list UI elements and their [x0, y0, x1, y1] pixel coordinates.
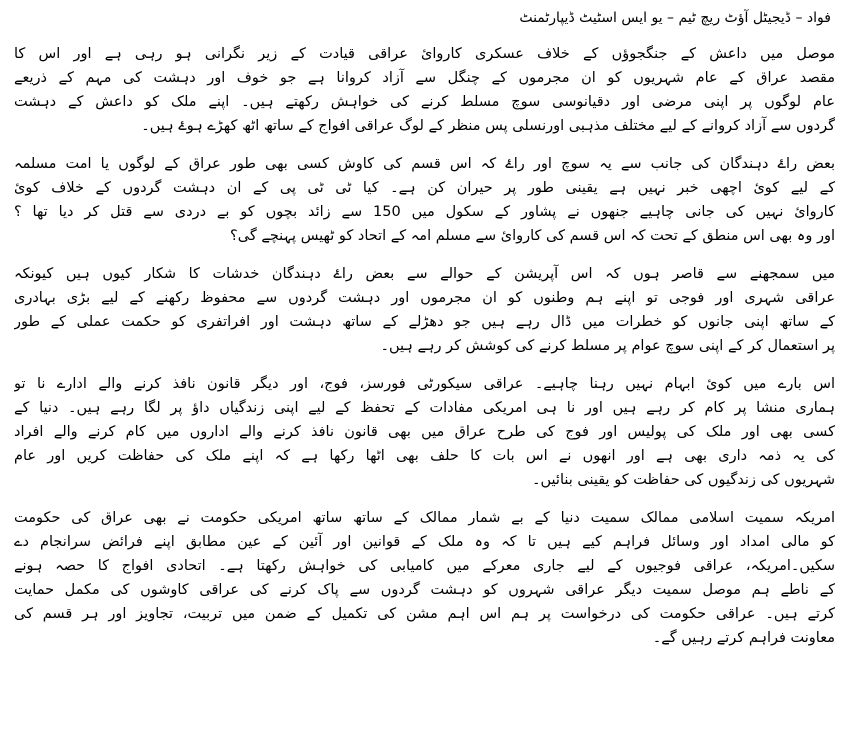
- paragraph-4: [14, 372, 835, 492]
- text-line: سکیں۔امریکہ، عراقی فوجیوں کے لیے جاری معرکے میں کامیابی کی خواہش رکھتا ہے۔ اتحادی افواج کا حصہ ہونے: [14, 558, 835, 574]
- text-line: موصل میں داعش کے جنگجوؤں کے خلاف عسکری کاروائ عراقی قیادت کے زیر نگرانی ہو رہی ہے اور اس کا: [14, 46, 835, 62]
- paragraph-1: [14, 42, 835, 138]
- text-line: میں سمجھنے سے قاصر ہوں کہ اس آپريشن کے حوالے سے بعض راۓ دہندگان خدشات کا شکار کیوں ہیں کیونکہ: [14, 266, 835, 282]
- text-line: معاونت فراہم کرتے رہیں گے۔: [652, 630, 835, 646]
- document-header: فواد – ڈیجیٹل آؤٹ ریچ ٹیم – یو ایس اسٹیٹ ڈیپارٹمنٹ: [519, 10, 831, 26]
- text-line: پر استعمال کر کے اپنی سوچ عوام پر مسلط کرنے کی کوشش کر رہے ہیں۔: [380, 338, 835, 354]
- text-line: کسی بھی اور ملک کی پولیس اور فوج کی طرح عراق میں بھی قانون نافذ کرنے والے اداروں میں کام کرنے والے افراد: [14, 424, 835, 440]
- text-line: شہریوں کی زندگیوں کی حفاظت کو یقینی بنائيں۔: [532, 472, 835, 488]
- paragraph-3: [14, 262, 835, 358]
- text-line: کاروائ نہیں کی جانی چاہیے جنھوں نے پشاور کے سکول میں 150 سے زائد بچوں کو بے دردی سے قتل کر دیا تھا ؟: [14, 204, 835, 220]
- text-line: کرتے ہیں۔ عراقی حکومت کی درخواست پر ہم اس اہم مشن کی تکمیل کے ضمن میں تربیت، تجاویز اور ہر قسم کی: [14, 606, 835, 622]
- text-line: مقصد عراق کے عام شہریوں کو ان مجرموں کے چنگل سے آزاد کروانا ہے جو خوف اور دہشت کی مہم کے ذریعے: [14, 70, 835, 86]
- paragraph-5: [14, 506, 835, 650]
- text-line: کو مالی امداد اور وسائل فراہم کیے ہیں تا کہ وہ ملک کے قوانین اور آئين کے عین مطابق اپنے فرائض سرانجام دے: [14, 534, 835, 550]
- text-line: اس بارے میں کوئ ابہام نہيں رہنا چاہیے۔ عراقی سیکورٹی فورسز، فوج، اور دیگر قانون نافذ کرنے والے ادارے نا تو: [14, 376, 835, 392]
- paragraph-2: [14, 152, 835, 248]
- text-line: عام لوگوں پر اپنی مرضی اور دقیانوسی سوچ مسلط کرنے کی خواہش رکھتے ہیں۔ اپنے ملک کو داعش کے دہشت: [14, 94, 835, 110]
- text-line: امریکہ سمیت اسلامی ممالک سمیت دنیا کے بے شمار ممالک کے ساتھ ساتھ امریکی حکومت نے بھی عراق کی حکومت: [14, 510, 835, 526]
- text-line: کے ساتھ اپنی جانوں کو خطرات میں ڈال رہے ہیں جو دھڑلے کے ساتھ دہشت اور افراتفری کو حکمت عملی کے طور: [14, 314, 835, 330]
- text-line: بعض راۓ دہندگان کی جانب سے یہ سوچ اور راۓ کہ اس قسم کی کاوش کسی بھی طور عراق کے لوگوں یا امت مسلمہ: [14, 156, 835, 172]
- text-line: گردوں سے آزاد کروانے کے لیے مختلف مذہبی اورنسلی پس منظر کے لوگ عراقی افواج کے ساتھ اٹھ کھڑے ہوۓ ہیں۔: [141, 118, 835, 134]
- text-line: اور وہ بھی اس منطق کے تحت کہ اس قسم کی کاروائ سے مسلم امہ کے اتحاد کو ٹھيس پہنچے گی؟: [230, 228, 835, 244]
- text-line: عراقی شہری اور فوجی تو اپنے ہم وطنوں کو ان مجرموں اور دہشت گردوں سے محفوظ رکھنے کے لیے بڑی بہادری: [14, 290, 835, 306]
- text-line: کی یہ ذمہ داری بھی ہے اور انھوں نے اس بات کا حلف بھی اٹھا رکھا ہے کہ اپنے ملک کی حفاظت کریں اور عام: [14, 448, 835, 464]
- text-line: ہماری منشا پر کام کر رہے ہیں اور نا ہی امریکی مفادات کے تحفظ کے لیے اپنی زندگیاں داؤ پر لگا رہے ہیں۔ دنیا کے: [14, 400, 835, 416]
- text-line: کے لیے کوئ اچھی خبر نہيں ہے یقینی طور پر حیران کن ہے۔ کیا ٹی ٹی پی کے ان دہشت گردوں کے خلاف کوئ: [14, 180, 835, 196]
- text-line: کے ناطے ہم موصل سمیت دیگر عراقی شہروں کو دہشت گردوں سے پاک کرنے کی عراقی کاوشوں کی مکمل حمایت: [14, 582, 835, 598]
